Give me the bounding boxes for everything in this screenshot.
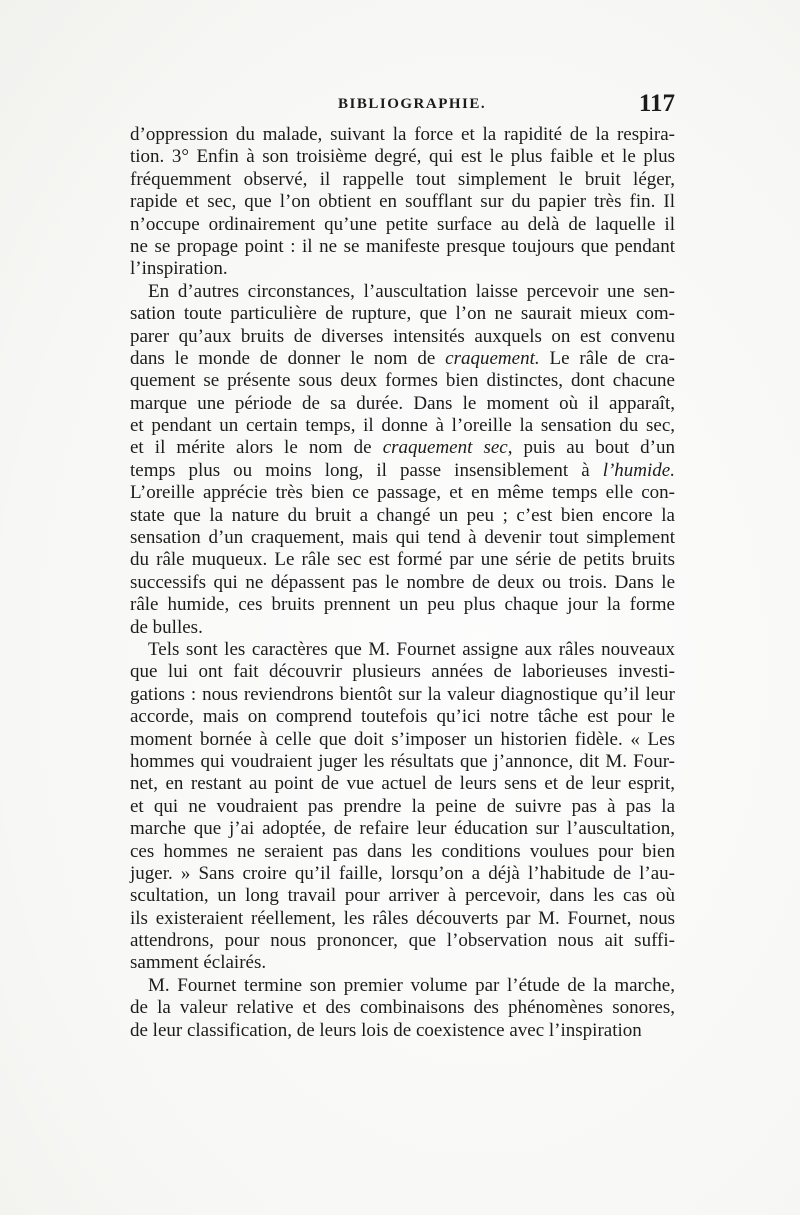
paragraph <box>130 639 675 975</box>
text-line: ne se propage point : il ne se manifeste presque toujours que pendant <box>130 235 675 257</box>
text-line: et il mérite alors le nom de craquement sec, puis au bout d’un <box>130 437 675 459</box>
text-line: temps plus ou moins long, il passe insensiblement à l’humide. <box>130 459 675 481</box>
text-line: parer qu’aux bruits de diverses intensités auxquels on est convenu <box>130 325 675 347</box>
text-line: net, en restant au point de vue actuel de leurs sens et de leur esprit, <box>130 773 675 795</box>
text-line: samment éclairés. <box>130 952 267 974</box>
text-line: quement se présente sous deux formes bien distinctes, dont chacune <box>130 370 675 392</box>
running-head: BIBLIOGRAPHIE. <box>338 96 487 112</box>
text-line: du râle muqueux. Le râle sec est formé par une série de petits bruits <box>130 549 675 571</box>
text-line: fréquemment observé, il rappelle tout simplement le bruit léger, <box>130 168 675 190</box>
text-line: L’oreille apprécie très bien ce passage, et en même temps elle con- <box>130 482 675 504</box>
text-line: l’inspiration. <box>130 258 228 280</box>
text-line: gations : nous reviendrons bientôt sur la valeur diagnostique qu’il leur <box>130 683 675 705</box>
text-line: state que la nature du bruit a changé un peu ; c’est bien encore la <box>130 504 675 526</box>
text-line: sation toute particulière de rupture, que l’on ne saurait mieux com- <box>130 303 675 325</box>
paragraph <box>130 124 675 281</box>
text-line: de la valeur relative et des combinaisons des phénomènes sonores, <box>130 997 675 1019</box>
text-line: de leur classification, de leurs lois de coexistence avec l’inspiration <box>130 1019 642 1041</box>
page-header <box>130 90 675 120</box>
paragraph <box>130 281 675 639</box>
text-line: et qui ne voudraient pas prendre la peine de suivre pas à pas la <box>130 795 675 817</box>
text-line: que lui ont fait découvrir plusieurs années de laborieuses investi- <box>130 661 675 683</box>
text-line: Tels sont les caractères que M. Fournet assigne aux râles nouveaux <box>148 638 675 660</box>
text-line: dans le monde de donner le nom de craquement. Le râle de cra- <box>130 347 675 369</box>
text-line: sensation d’un craquement, mais qui tend à devenir tout simplement <box>130 527 675 549</box>
text-line: ils existeraient réellement, les râles découverts par M. Fournet, nous <box>130 907 675 929</box>
text-line: de bulles. <box>130 616 203 638</box>
text-line: accorde, mais on comprend toutefois qu’ici notre tâche est pour le <box>130 706 675 728</box>
text-line: M. Fournet termine son premier volume par l’étude de la marche, <box>148 974 675 996</box>
page-number: 117 <box>638 90 675 117</box>
text-line: juger. » Sans croire qu’il faille, lorsqu’on a déjà l’habitude de l’au- <box>130 862 675 884</box>
body-text <box>130 124 675 1042</box>
text-line: En d’autres circonstances, l’auscultation laisse percevoir une sen- <box>148 280 675 302</box>
text-line: tion. 3° Enfin à son troisième degré, qui est le plus faible et le plus <box>130 146 675 168</box>
text-line: hommes qui voudraient juger les résultats que j’annonce, dit M. Four- <box>130 750 675 772</box>
text-line: rapide et sec, que l’on obtient en soufflant sur du papier très fin. Il <box>130 191 675 213</box>
text-line: marche que j’ai adoptée, de refaire leur éducation sur l’auscultation, <box>130 818 675 840</box>
text-line: scultation, un long travail pour arriver à percevoir, dans les cas où <box>130 885 675 907</box>
text-line: n’occupe ordinairement qu’une petite surface au delà de laquelle il <box>130 213 675 235</box>
text-line: ces hommes ne seraient pas dans les conditions voulues pour bien <box>130 840 675 862</box>
text-line: marque une période de sa durée. Dans le moment où il apparaît, <box>130 392 675 414</box>
text-line: moment bornée à celle que doit s’imposer un historien fidèle. « Les <box>130 728 675 750</box>
text-line: d’oppression du malade, suivant la force et la rapidité de la respira- <box>130 124 675 145</box>
text-line: attendrons, pour nous prononcer, que l’observation nous ait suffi- <box>130 930 675 952</box>
paragraph <box>130 975 675 1042</box>
text-line: râle humide, ces bruits prennent un peu plus chaque jour la forme <box>130 594 675 616</box>
text-line: et pendant un certain temps, il donne à l’oreille la sensation du sec, <box>130 415 675 437</box>
text-line: successifs qui ne dépassent pas le nombre de deux ou trois. Dans le <box>130 571 675 593</box>
